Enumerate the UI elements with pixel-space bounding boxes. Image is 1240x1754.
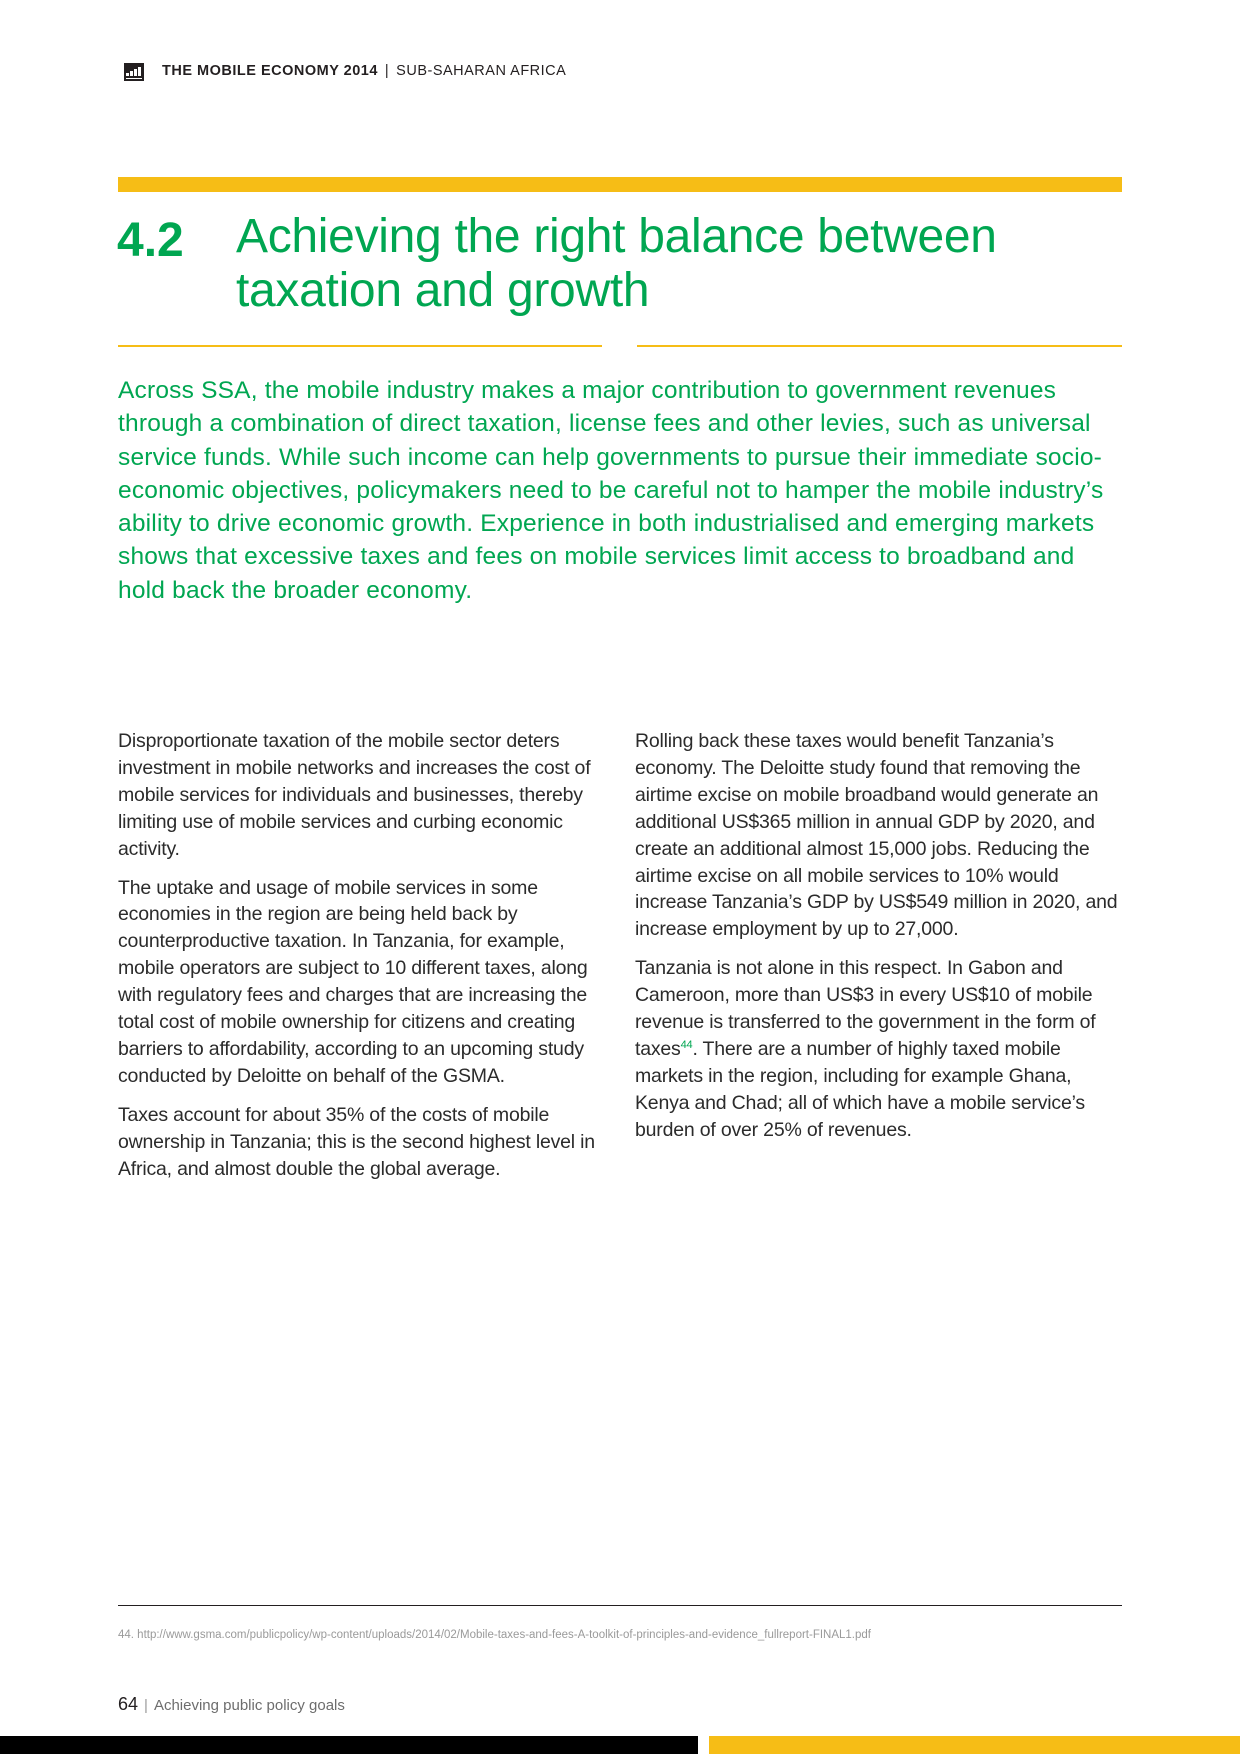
section-top-rule (118, 177, 1122, 192)
running-header (162, 61, 566, 81)
body-paragraph: Taxes account for about 35% of the costs of mobile ownership in Tanzania; this is the second highest level in Africa, and almost double the global average. (118, 1103, 595, 1180)
body-paragraph: Rolling back these taxes would benefit Tanzania’s economy. The Deloitte study found that removing the airtime excise on mobile broadband would generate an additional US$365 million in annual GDP by 2020, and create an additional almost 15,000 jobs. Reducing the airtime excise on all mobile services to 10% would increase Tanzania’s GDP by US$549 million in 2020, and increase employment by up to 27,000. (635, 730, 1118, 941)
left-column (118, 728, 610, 1195)
body-paragraph (635, 955, 1125, 1143)
footnote-ref-link[interactable]: 44 (680, 1038, 693, 1051)
logo-baseline (126, 78, 142, 79)
bar-chart-icon (126, 67, 141, 76)
title-rule-right (637, 345, 1122, 347)
body-paragraph: Disproportionate taxation of the mobile sector deters investment in mobile networks and increases the cost of mobile services for individuals and businesses, thereby limiting use of mobile services and curbing economic activity. (118, 730, 591, 860)
page-footer (118, 1692, 345, 1718)
title-rule-left (118, 345, 602, 347)
section-title-line-1: Achieving the right balance between (236, 210, 997, 263)
section-title-line-2: taxation and growth (236, 264, 650, 317)
section-number: 4.2 (117, 214, 184, 267)
footer-bar-yellow (709, 1736, 1240, 1754)
header-separator: | (384, 63, 390, 79)
body-paragraph: The uptake and usage of mobile services in some economies in the region are being held back by counterproductive taxation. In Tanzania, for example, mobile operators are subject to 10 different taxes, along with regulatory fees and charges that are increasing the total cost of mobile ownership for citizens and creating barriers to affordability, according to an upcoming study conducted by Deloitte on behalf of the GSMA. (118, 876, 588, 1087)
gsma-logo-icon (124, 63, 144, 81)
page-number: 64 (118, 1694, 139, 1714)
footnote-divider (118, 1605, 1122, 1606)
paragraph-text: Tanzania is not alone in this respect. In Gabon and Cameroon, more than US$3 in every US$10 of mobile revenue is transferred to the government in the form of taxes (635, 957, 1096, 1060)
footer-section-label: Achieving public policy goals (153, 1697, 345, 1714)
footer-separator: | (144, 1697, 148, 1714)
publication-title: THE MOBILE ECONOMY 2014 (162, 63, 378, 79)
section-title (236, 210, 1096, 318)
paragraph-text: . There are a number of highly taxed mobile markets in the region, including for example Ghana, Kenya and Chad; all of which have a mobile service’s burden of over 25% of revenues. (635, 1037, 1085, 1141)
footer-bar-black (0, 1736, 698, 1754)
intro-paragraph: Across SSA, the mobile industry makes a major contribution to government revenues through a combination of direct taxation, license fees and other levies, such as universal service funds. While such income can help governments to pursue their immediate socio-economic objectives, policymakers need to be careful not to hamper the mobile industry’s ability to drive economic growth. Experience in both industrialised and emerging markets shows that excessive taxes and fees on mobile services limit access to broadband and hold back the broader economy. (118, 377, 1104, 604)
right-column (635, 728, 1125, 1156)
region-label: SUB-SAHARAN AFRICA (396, 63, 567, 79)
footnote-link[interactable]: 44. http://www.gsma.com/publicpolicy/wp-content/uploads/2014/02/Mobile-taxes-and-fees-A-toolkit-of-principles-and-evidence_fullreport-FINAL1.pdf (118, 1629, 871, 1641)
